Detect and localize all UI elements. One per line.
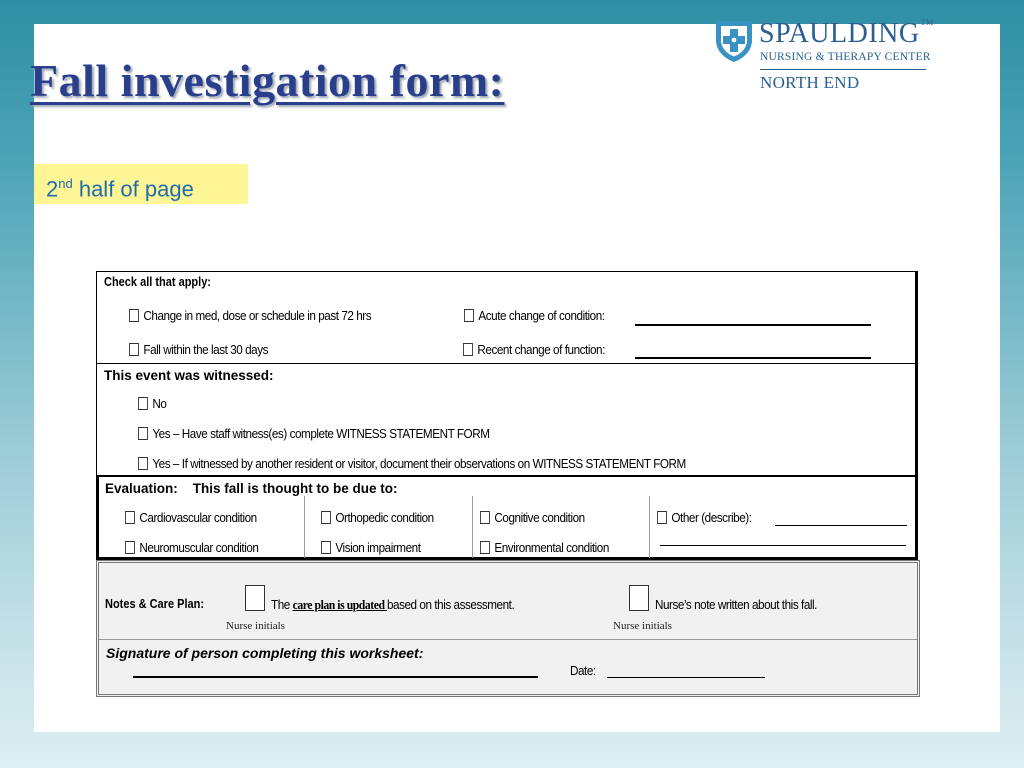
- eval-item-vision[interactable]: Vision impairment: [321, 540, 421, 555]
- evaluation-section: [96, 476, 918, 560]
- shield-cross-icon: [714, 18, 754, 64]
- signature-line[interactable]: [133, 676, 538, 678]
- eval-item-neuromuscular[interactable]: Neuromuscular condition: [125, 540, 258, 555]
- logo-subtitle: NURSING & THERAPY CENTER: [760, 51, 931, 63]
- signature-label: Signature of person completing this worksheet:: [106, 645, 424, 661]
- column-divider: [649, 496, 650, 558]
- other-describe-blank-2[interactable]: [660, 545, 906, 546]
- column-divider: [472, 496, 473, 558]
- function-change-blank[interactable]: [635, 357, 871, 359]
- logo-brand: SPAULDING™: [759, 18, 934, 49]
- nurse-initials-label: Nurse initials: [613, 620, 672, 632]
- spaulding-logo: [714, 18, 944, 110]
- care-plan-link: care plan is updated: [292, 597, 387, 612]
- checkbox[interactable]: [480, 511, 490, 524]
- care-plan-statement: The care plan is updated based on this assessment.: [271, 597, 515, 612]
- check-item-acute-change[interactable]: Acute change of condition:: [464, 308, 605, 323]
- checkbox[interactable]: [138, 427, 148, 440]
- check-heading: Check all that apply:: [104, 275, 211, 289]
- logo-location: NORTH END: [760, 73, 860, 92]
- notes-section: [96, 560, 920, 697]
- checkbox[interactable]: [138, 457, 148, 470]
- eval-item-cognitive[interactable]: Cognitive condition: [480, 510, 585, 525]
- check-item-fall-30-days[interactable]: Fall within the last 30 days: [129, 342, 268, 357]
- acute-change-blank[interactable]: [635, 324, 871, 326]
- witness-item-resident[interactable]: Yes – If witnessed by another resident or visitor, document their observations on WITNESS STATEMENT FORM: [138, 456, 686, 471]
- nurse-initials-label: Nurse initials: [226, 620, 285, 632]
- checkbox[interactable]: [129, 309, 139, 322]
- checkbox[interactable]: [463, 343, 473, 356]
- eval-item-orthopedic[interactable]: Orthopedic condition: [321, 510, 434, 525]
- nurse-note-initials-box[interactable]: [629, 585, 649, 611]
- evaluation-heading: Evaluation: This fall is thought to be due to:: [105, 481, 398, 496]
- witness-item-no[interactable]: No: [138, 396, 166, 411]
- check-section: [96, 271, 918, 364]
- checkbox[interactable]: [657, 511, 667, 524]
- column-divider: [304, 496, 305, 558]
- eval-item-other[interactable]: Other (describe):: [657, 510, 752, 525]
- checkbox[interactable]: [464, 309, 474, 322]
- checkbox[interactable]: [138, 397, 148, 410]
- nurse-note-statement: Nurse’s note written about this fall.: [655, 597, 817, 612]
- fall-form: [96, 271, 920, 697]
- checkbox[interactable]: [129, 343, 139, 356]
- checkbox[interactable]: [321, 541, 331, 554]
- page-title: Fall investigation form:: [30, 55, 505, 106]
- witness-section: [96, 364, 918, 476]
- care-plan-initials-box[interactable]: [245, 585, 265, 611]
- checkbox[interactable]: [125, 541, 135, 554]
- notes-label: Notes & Care Plan:: [105, 597, 205, 611]
- check-item-med-change[interactable]: Change in med, dose or schedule in past 72 hrs: [129, 308, 371, 323]
- witness-item-staff[interactable]: Yes – Have staff witness(es) complete WITNESS STATEMENT FORM: [138, 426, 490, 441]
- date-label: Date:: [570, 663, 596, 678]
- logo-divider: [760, 69, 926, 70]
- date-line[interactable]: [607, 677, 765, 678]
- checkbox[interactable]: [125, 511, 135, 524]
- half-page-note: 2nd half of page: [34, 164, 248, 204]
- other-describe-blank[interactable]: [775, 525, 907, 526]
- checkbox[interactable]: [321, 511, 331, 524]
- checkbox[interactable]: [480, 541, 490, 554]
- eval-item-cardiovascular[interactable]: Cardiovascular condition: [125, 510, 257, 525]
- witness-heading: This event was witnessed:: [104, 368, 274, 383]
- section-divider: [99, 639, 917, 640]
- eval-item-environmental[interactable]: Environmental condition: [480, 540, 609, 555]
- check-item-function-change[interactable]: Recent change of function:: [463, 342, 605, 357]
